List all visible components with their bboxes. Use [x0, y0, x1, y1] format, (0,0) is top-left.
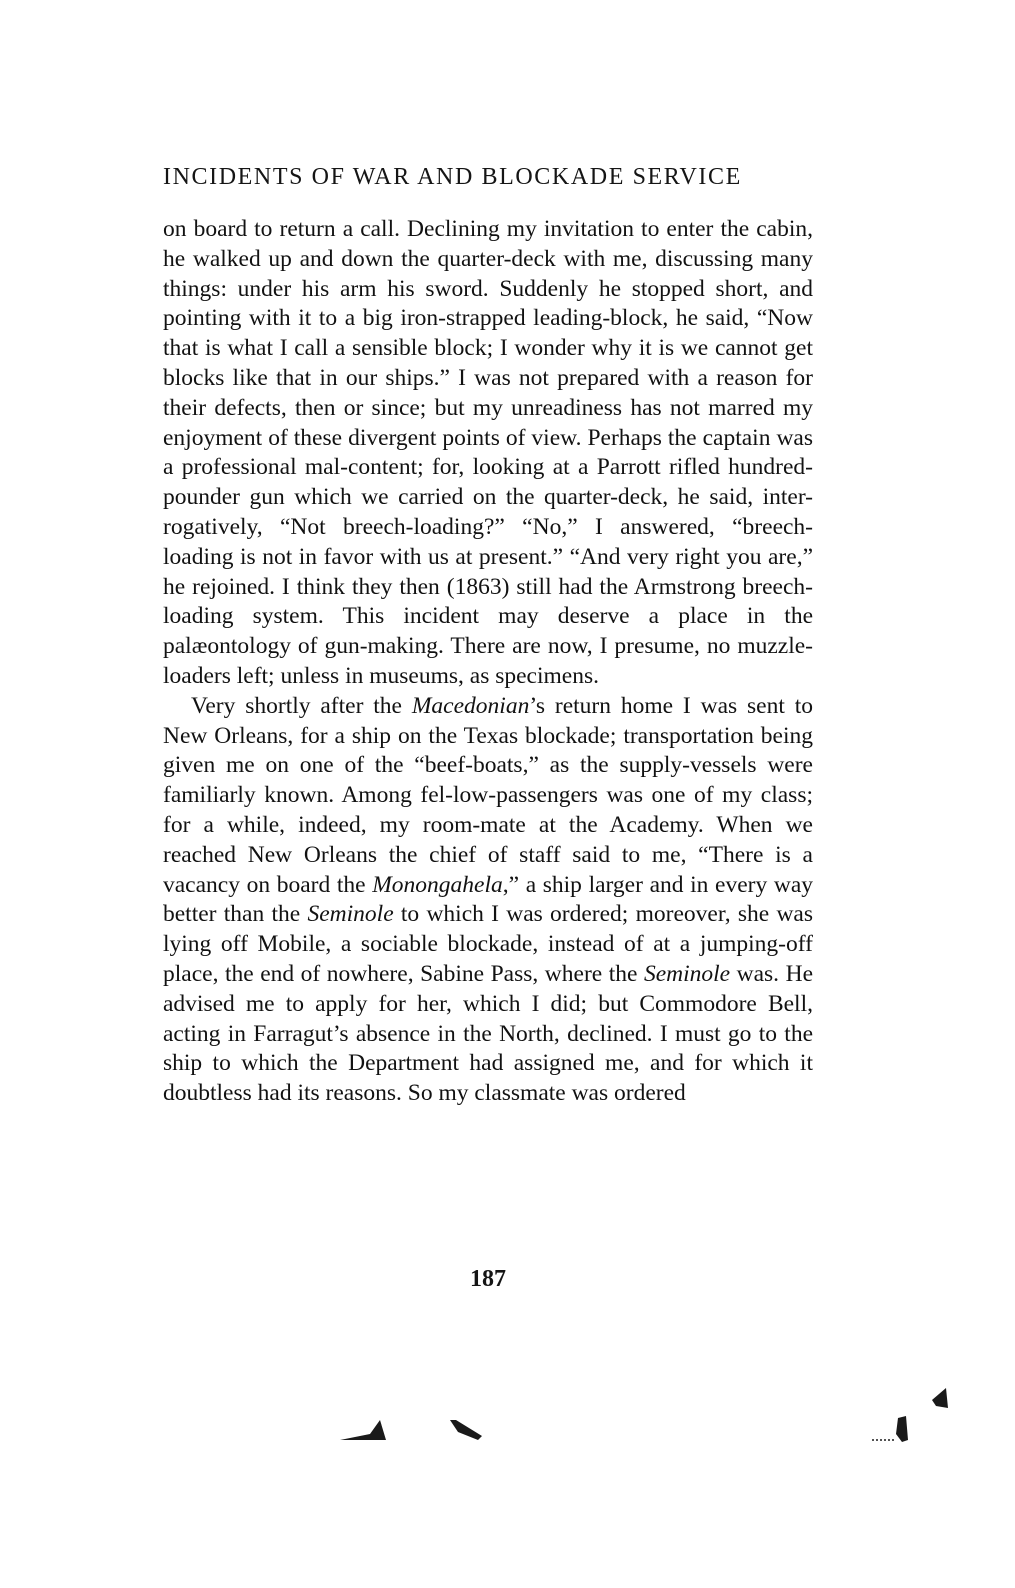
paragraph	[163, 215, 813, 692]
scan-mark-right-top	[930, 1386, 950, 1410]
page-number: 187	[470, 1266, 506, 1292]
paragraph	[163, 692, 813, 1109]
scan-mark-center	[448, 1418, 484, 1440]
ship-name: Macedonian	[411, 692, 530, 719]
body-text	[163, 215, 813, 1109]
ship-name: Seminole	[307, 901, 394, 928]
ship-name: Seminole	[643, 960, 731, 987]
text-run: ,” a ship larger and in every way better than the	[163, 871, 814, 928]
text-run: ’s return home I was sent to New Orleans, for a ship on the Texas blockade; transportation being given me on one of the “beef-boats,” as the supply-vessels were familiarly known. Among fel-low-passengers was one of my class; for a while, indeed, my room-mate at the Academy. When we reached New Orleans the chief of staff said to me, “There is a vacancy on board the	[163, 692, 813, 898]
text-run: on board to return a call. Declining my invitation to enter the cabin, he walked up and down the quarter-deck with me, discussing many things: under his arm his sword. Suddenly he stopped short, and pointing with it to a big iron-strapped leading-block, he said, “Now that is what I call a sensible block; I wonder why it is we cannot get blocks like that in our ships.” I was not prepared with a reason for their defects, then or since; but my unreadiness has not marred my enjoyment of these divergent points of view. Perhaps the captain was a professional mal-content; for, looking at a Parrott rifled hundred-pounder gun which we carried on the quarter-deck, he said, inter-rogatively, “Not breech-loading?” “No,” I answered, “breech-loading is not in favor with us at present.” “And very right you are,” he rejoined. I think they then (1863) still had the Armstrong breech-loading system. This incident may deserve a place in the palæontology of gun-making. There are now, I presume, no muzzle-loaders left; unless in museums, as specimens.	[163, 216, 813, 689]
text-run: was. He advised me to apply for her, which I did; but Commodore Bell, acting in Farragut’s absence in the North, declined. I must go to the ship to which the Department had assigned me, and for which it doubtless had its reasons. So my classmate was ordered	[163, 960, 813, 1107]
scan-mark-right-bottom	[872, 1414, 916, 1444]
text-run: Very shortly after the	[191, 692, 412, 719]
scan-mark-left	[340, 1418, 388, 1442]
text-run: to which I was ordered; moreover, she was lying off Mobile, a sociable blockade, instead of at a jumping-off place, the end of nowhere, Sabine Pass, where the	[163, 901, 813, 987]
ship-name: Monongahela	[372, 871, 503, 898]
running-head: INCIDENTS OF WAR AND BLOCKADE SERVICE	[163, 164, 742, 190]
